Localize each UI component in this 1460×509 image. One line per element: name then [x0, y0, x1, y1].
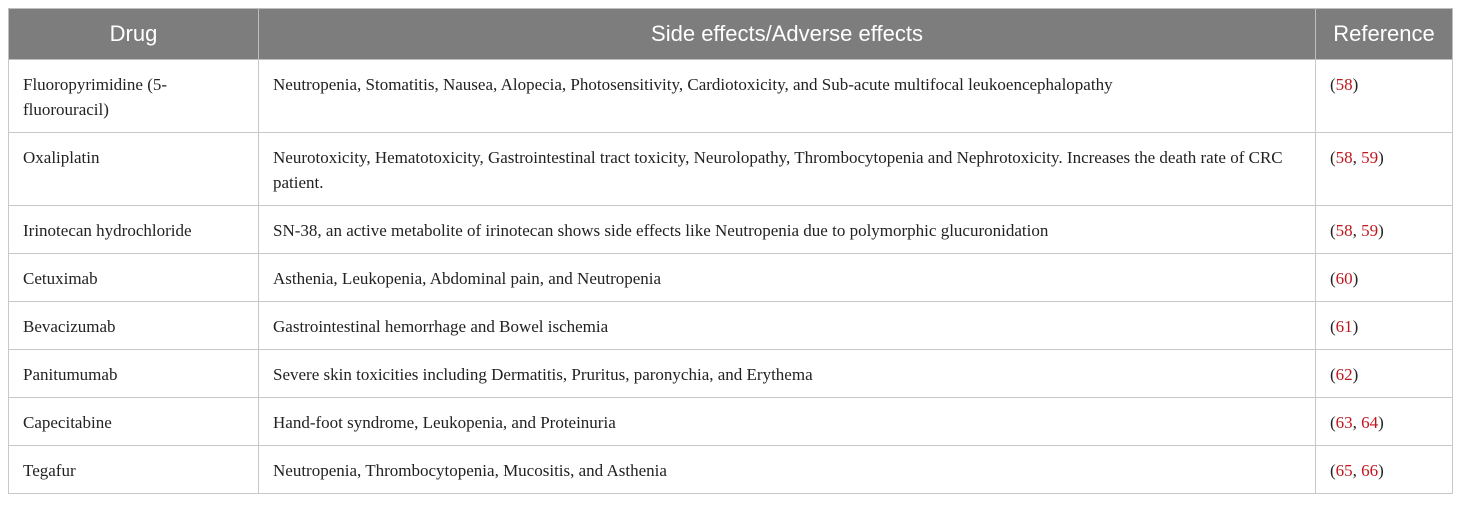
reference-cell: [1316, 446, 1453, 494]
reference-link[interactable]: 59: [1361, 221, 1379, 240]
table-row: [9, 254, 1453, 302]
effects-cell: Asthenia, Leukopenia, Abdominal pain, and Neutropenia: [259, 254, 1316, 302]
drug-cell: Capecitabine: [9, 398, 259, 446]
table-row: [9, 350, 1453, 398]
table-row: [9, 302, 1453, 350]
ref-open-paren: (: [1330, 413, 1336, 432]
reference-link[interactable]: 59: [1361, 148, 1379, 167]
reference-link[interactable]: 63: [1335, 413, 1353, 432]
reference-link[interactable]: 64: [1361, 413, 1379, 432]
header-drug: Drug: [9, 9, 259, 60]
table-row: [9, 398, 1453, 446]
reference-cell: [1316, 350, 1453, 398]
ref-close-paren: ): [1378, 221, 1384, 240]
effects-cell: Neutropenia, Thrombocytopenia, Mucositis, and Asthenia: [259, 446, 1316, 494]
reference-cell: [1316, 254, 1453, 302]
header-side-effects: Side effects/Adverse effects: [259, 9, 1316, 60]
ref-open-paren: (: [1330, 148, 1336, 167]
drug-cell: Bevacizumab: [9, 302, 259, 350]
ref-open-paren: (: [1330, 317, 1336, 336]
ref-open-paren: (: [1330, 269, 1336, 288]
table-header: [9, 9, 1453, 60]
ref-open-paren: (: [1330, 75, 1336, 94]
drug-cell: Cetuximab: [9, 254, 259, 302]
reference-link[interactable]: 65: [1335, 461, 1353, 480]
drug-cell: Tegafur: [9, 446, 259, 494]
reference-cell: [1316, 133, 1453, 206]
drug-side-effects-table: [8, 8, 1453, 494]
table-row: [9, 60, 1453, 133]
table-body: [9, 60, 1453, 494]
reference-cell: [1316, 206, 1453, 254]
drug-cell: Oxaliplatin: [9, 133, 259, 206]
ref-separator: ,: [1352, 461, 1362, 480]
reference-cell: [1316, 302, 1453, 350]
header-row: [9, 9, 1453, 60]
drug-cell: Fluoropyrimidine (5-fluorouracil): [9, 60, 259, 133]
effects-cell: Neutropenia, Stomatitis, Nausea, Alopecia, Photosensitivity, Cardiotoxicity, and Sub-acute multifocal leukoencephalopathy: [259, 60, 1316, 133]
ref-close-paren: ): [1378, 413, 1384, 432]
ref-close-paren: ): [1352, 75, 1359, 94]
reference-link[interactable]: 61: [1335, 317, 1353, 336]
ref-close-paren: ): [1378, 461, 1384, 480]
effects-cell: SN-38, an active metabolite of irinotecan shows side effects like Neutropenia due to polymorphic glucuronidation: [259, 206, 1316, 254]
ref-close-paren: ): [1352, 317, 1359, 336]
ref-close-paren: ): [1378, 148, 1384, 167]
header-reference: Reference: [1316, 9, 1453, 60]
reference-cell: [1316, 60, 1453, 133]
reference-link[interactable]: 60: [1335, 269, 1353, 288]
effects-cell: Neurotoxicity, Hematotoxicity, Gastrointestinal tract toxicity, Neurolopathy, Thrombocytopenia and Nephrotoxicity. Increases the death rate of CRC patient.: [259, 133, 1316, 206]
effects-cell: Severe skin toxicities including Dermatitis, Pruritus, paronychia, and Erythema: [259, 350, 1316, 398]
table-row: [9, 446, 1453, 494]
effects-cell: Hand-foot syndrome, Leukopenia, and Proteinuria: [259, 398, 1316, 446]
effects-cell: Gastrointestinal hemorrhage and Bowel ischemia: [259, 302, 1316, 350]
table-row: [9, 133, 1453, 206]
ref-separator: ,: [1352, 148, 1362, 167]
reference-link[interactable]: 58: [1335, 75, 1353, 94]
ref-close-paren: ): [1352, 269, 1359, 288]
ref-close-paren: ): [1352, 365, 1359, 384]
ref-open-paren: (: [1330, 461, 1336, 480]
reference-link[interactable]: 66: [1361, 461, 1379, 480]
ref-separator: ,: [1352, 413, 1362, 432]
ref-separator: ,: [1352, 221, 1362, 240]
reference-link[interactable]: 58: [1335, 221, 1353, 240]
table-row: [9, 206, 1453, 254]
ref-open-paren: (: [1330, 365, 1336, 384]
ref-open-paren: (: [1330, 221, 1336, 240]
reference-link[interactable]: 58: [1335, 148, 1353, 167]
reference-cell: [1316, 398, 1453, 446]
reference-link[interactable]: 62: [1335, 365, 1353, 384]
drug-cell: Irinotecan hydrochloride: [9, 206, 259, 254]
drug-cell: Panitumumab: [9, 350, 259, 398]
